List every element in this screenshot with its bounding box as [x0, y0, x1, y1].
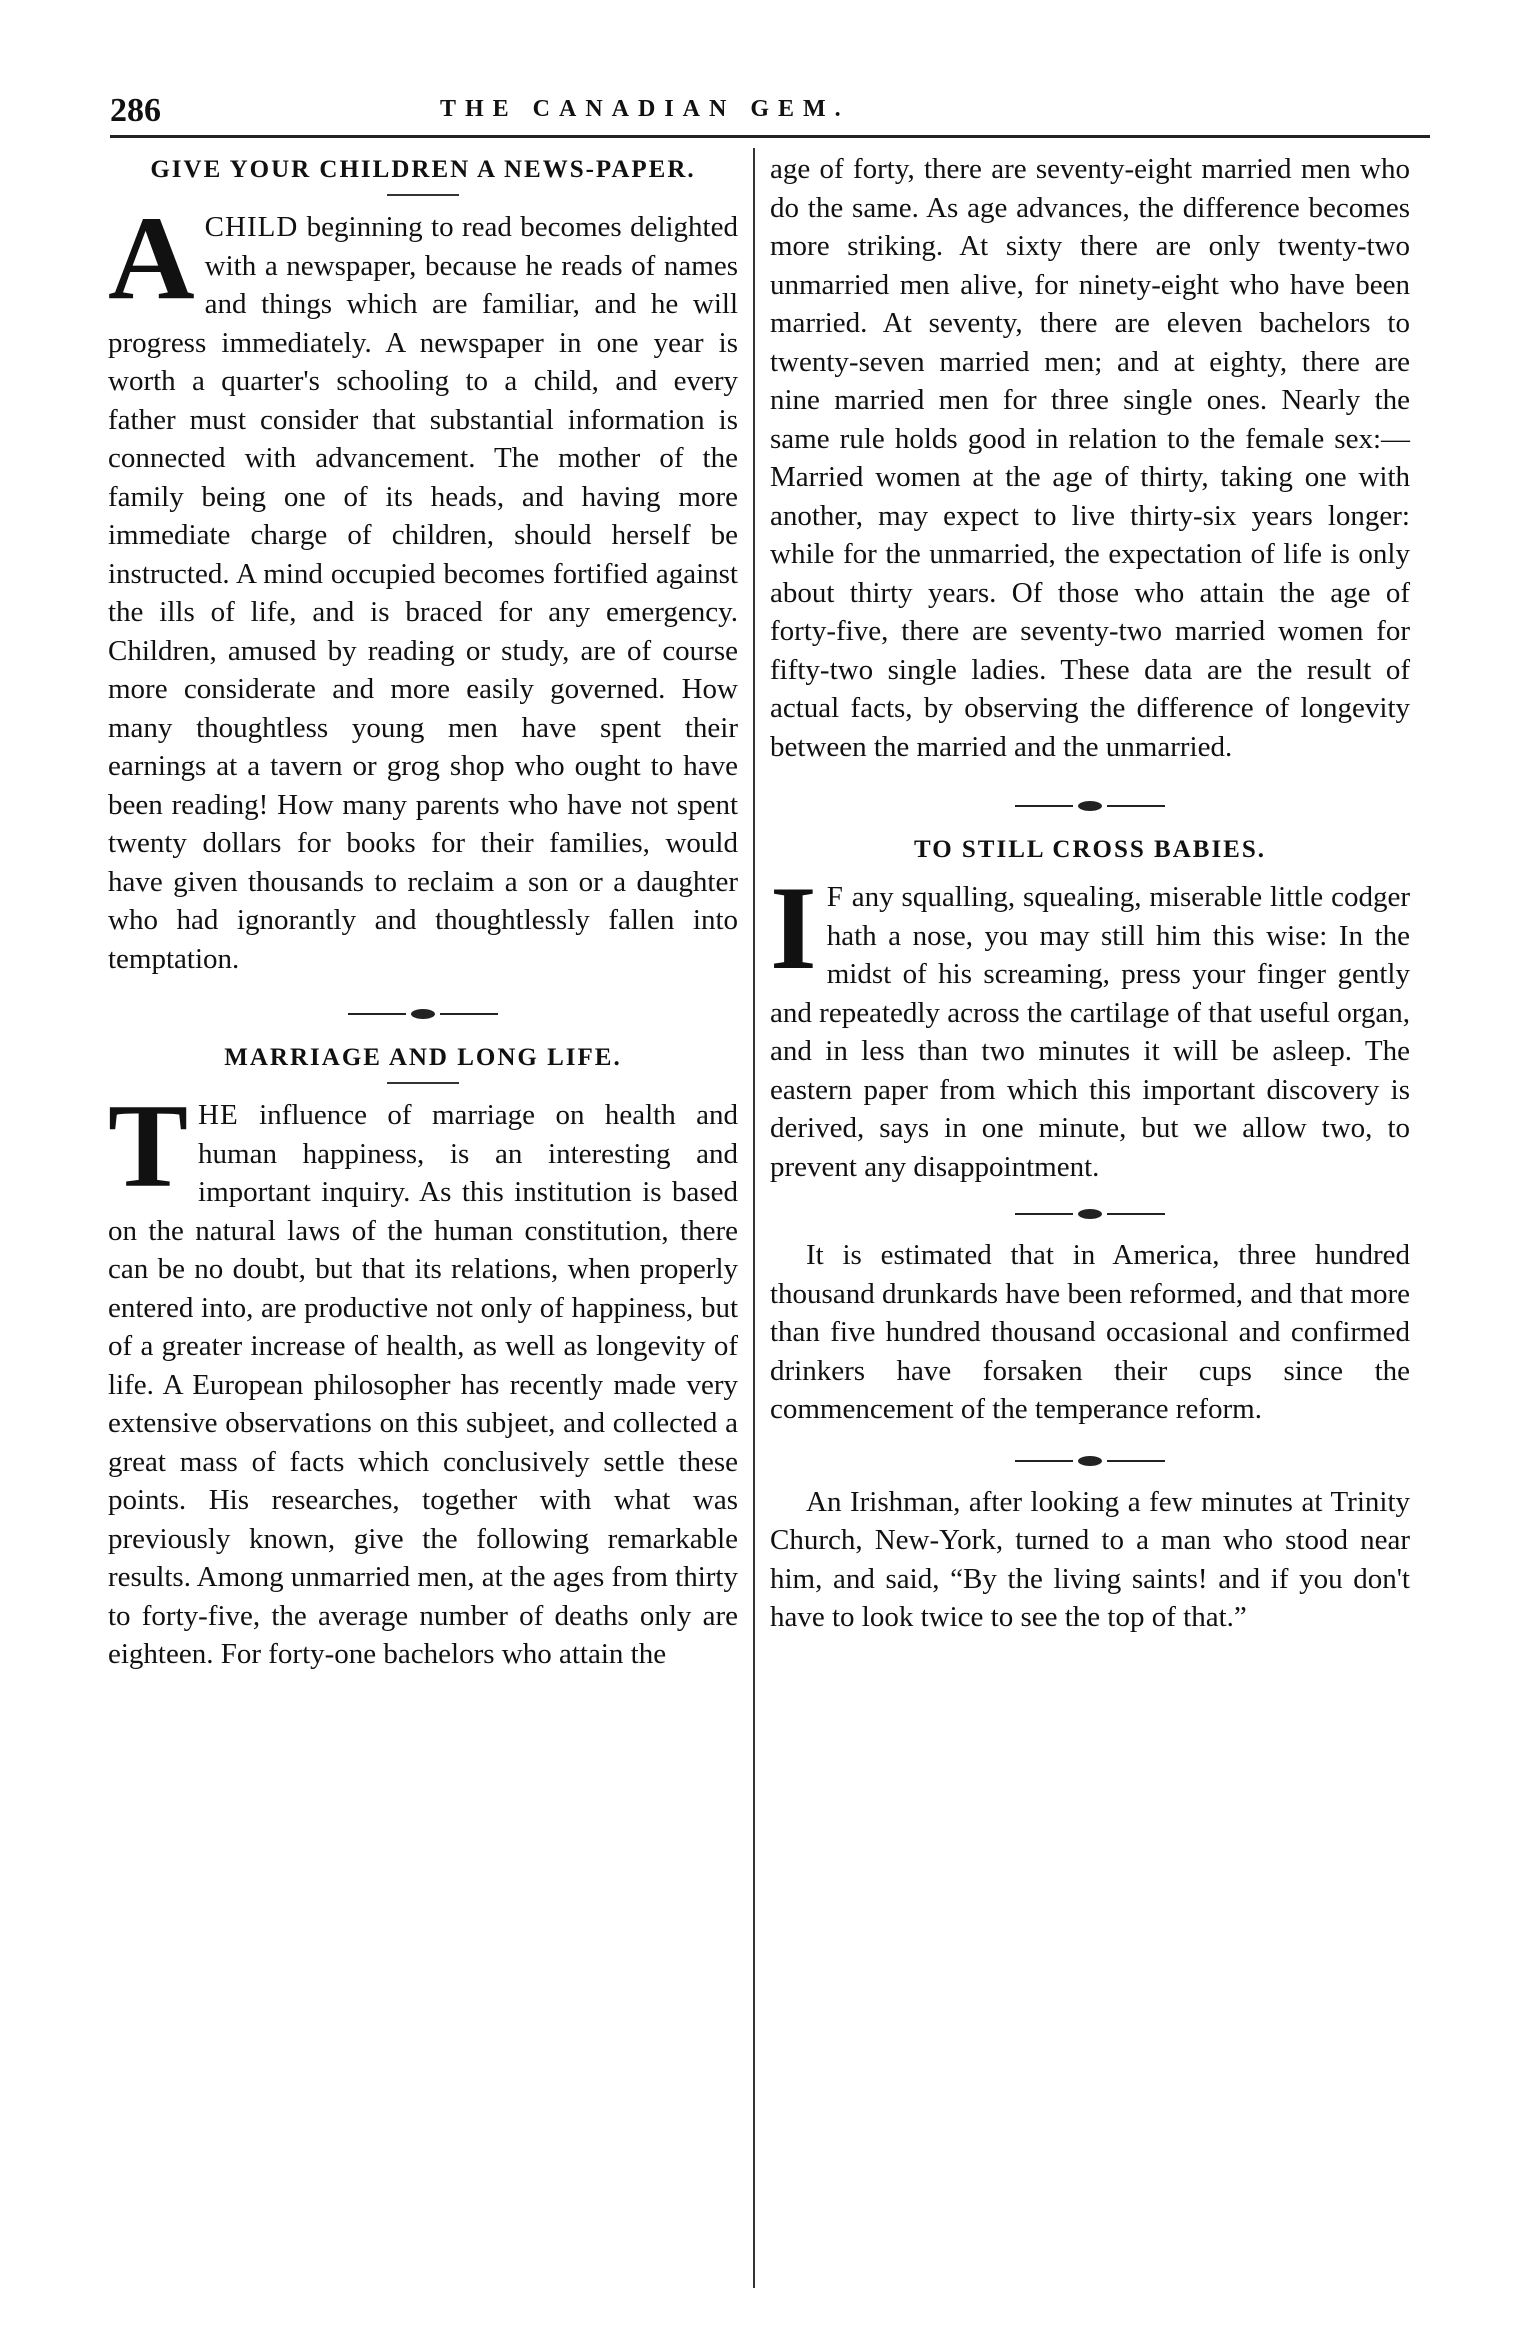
article-babies: [770, 832, 1410, 1186]
article-irishman: [770, 1483, 1410, 1637]
article-newspaper: [108, 152, 738, 978]
lead-word: F: [826, 881, 844, 913]
lead-word: HE: [198, 1099, 239, 1131]
article-heading: TO STILL CROSS BABIES.: [913, 836, 1267, 863]
body-text: any squalling, squealing, miserable little codger hath a nose, you may still him this wise: In the midst of his screaming, press your finger gently and repeatedly across the cartilage of that useful organ, and in less than two minutes it will be asleep. The eastern paper from which this important discovery is derived, says in one minute, but we allow two, to prevent any disappointment.: [770, 881, 1410, 1183]
drop-cap: I: [770, 861, 817, 994]
article-marriage: [108, 1040, 738, 1674]
section-ornament: [1015, 1208, 1165, 1220]
lead-word: CHILD: [204, 211, 299, 243]
header-rule: [110, 135, 1430, 138]
right-column: [770, 150, 1410, 1637]
article-body: It is estimated that in America, three hundred thousand drunkards have been reformed, and that more than five hundred thousand occasional and confirmed drinkers have forsaken their cups since the commencement of the temperance reform.: [770, 1239, 1410, 1425]
article-body: [108, 191, 738, 978]
journal-title: THE CANADIAN GEM.: [440, 96, 850, 122]
article-body-continued: age of forty, there are seventy-eight married men who do the same. As age advances, the difference becomes more striking. At sixty there are only twenty-two unmarried men alive, for ninety-eight who have been married. At seventy, there are eleven bachelors to twenty-seven married men; and at eighty, there are nine married men for three single ones. Nearly the same rule holds good in relation to the female sex:—Married women at the age of thirty, taking one with another, may expect to live thirty-six years longer: while for the unmarried, the expectation of life is only about thirty years. Of those who attain the age of forty-five, there are seventy-two married women for fifty-two single ladies. These data are the result of actual facts, by observing the difference of longevity between the married and the unmarried.: [770, 153, 1410, 763]
body-text: influence of marriage on health and human happiness, is an interesting and important inquiry. As this institution is based on the natural laws of the human constitution, there can be no doubt, but that its relations, when properly entered into, are productive not only of happiness, but of a greater increase of health, as well as longevity of life. A European philosopher has recently made very extensive observations on this subjeet, and collected a great mass of facts which conclusively settle these points. His researches, together with what was previously known, give the following remarkable results. Among unmarried men, at the ages from thirty to forty-five, the average number of deaths only are eighteen. For forty-one bachelors who attain the: [108, 1099, 738, 1670]
article-body: [108, 1079, 738, 1674]
drop-cap: T: [108, 1079, 189, 1212]
page-number: 286: [110, 92, 161, 129]
heading-rule: [387, 194, 459, 196]
drop-cap: A: [108, 191, 195, 324]
heading-rule: [387, 1082, 459, 1084]
section-ornament: [348, 1008, 498, 1020]
article-body: An Irishman, after looking a few minutes at Trinity Church, New-York, turned to a man who stood near him, and said, “By the living saints! and if you don't have to look twice to see the top of that.”: [770, 1485, 1410, 1633]
column-divider: [753, 148, 755, 2288]
article-body: [770, 861, 1410, 1186]
section-ornament: [1015, 800, 1165, 812]
running-head: [110, 92, 1430, 132]
article-drunkards: [770, 1236, 1410, 1429]
section-ornament: [1015, 1455, 1165, 1467]
article-heading: GIVE YOUR CHILDREN A NEWS-PAPER.: [150, 156, 696, 183]
body-text: beginning to read becomes delighted with a newspaper, because he reads of names and things which are familiar, and he will progress immediately. A newspaper in one year is worth a quarter's schooling to a child, and every father must consider that substantial information is connected with advancement. The mother of the family being one of its heads, and having more immediate charge of children, should herself be instructed. A mind occupied becomes fortified against the ills of life, and is braced for any emergency. Children, amused by reading or study, are of course more considerate and more easily governed. How many thoughtless young men have spent their earnings at a tavern or grog shop who ought to have been reading! How many parents who have not spent twenty dollars for books for their families, would have given thousands to reclaim a son or a daughter who had ignorantly and thoughtlessly fallen into temptation.: [108, 211, 738, 975]
article-heading: MARRIAGE AND LONG LIFE.: [224, 1044, 622, 1071]
left-column: [108, 150, 738, 1674]
